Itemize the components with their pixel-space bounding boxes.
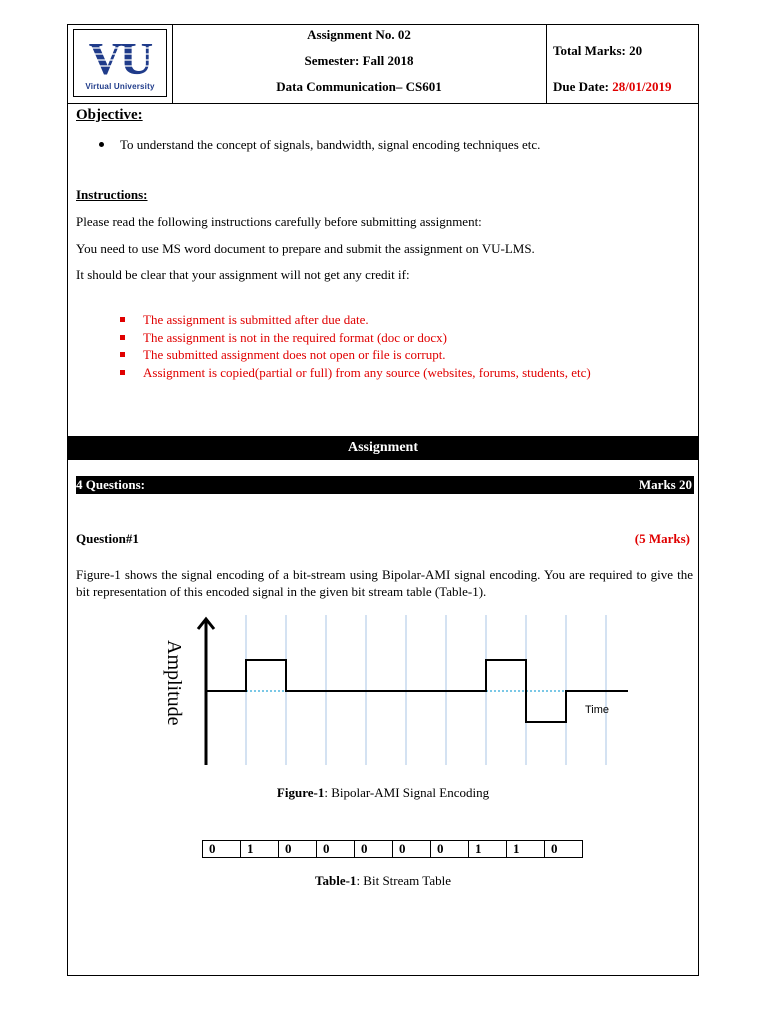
assignment-page <box>67 24 699 976</box>
semester: Semester: Fall 2018 <box>304 53 414 68</box>
bit-stream-table <box>202 840 583 858</box>
instruction-line: You need to use MS word document to prepare and submit the assignment on VU-LMS. <box>76 241 535 256</box>
logo-letters: VU <box>88 33 152 80</box>
square-bullet-icon <box>120 317 125 322</box>
table-caption <box>68 873 698 889</box>
condition-item: Assignment is copied(partial or full) from any source (websites, forums, students, etc) <box>143 365 591 383</box>
question-text: Figure-1 shows the signal encoding of a bit-stream using Bipolar-AMI signal encoding. You are required to give the bit representation of this encoded signal in the given bit stream table (Table-1). <box>76 567 693 599</box>
bit-cell: 0 <box>393 841 431 858</box>
figure-caption-label: Figure-1 <box>276 785 325 800</box>
due-date-label: Due Date: <box>553 79 613 94</box>
questions-count: 4 Questions: <box>76 477 145 492</box>
objective-item: To understand the concept of signals, bandwidth, signal encoding techniques etc. <box>120 137 540 153</box>
due-date-value: 28/01/2019 <box>612 79 672 94</box>
vu-logo-mark <box>74 30 166 80</box>
logo-subtitle: Virtual University <box>85 82 155 91</box>
total-marks-label: Marks 20 <box>638 477 692 492</box>
bit-cell: 0 <box>545 841 583 858</box>
bit-cell: 0 <box>355 841 393 858</box>
encoded-signal <box>206 660 628 722</box>
course-info-cell <box>172 25 547 103</box>
assignment-bar: Assignment <box>68 436 698 460</box>
course-name: Data Communication– CS601 <box>276 79 442 94</box>
due-date <box>553 79 671 95</box>
time-axis-label: Time <box>585 704 610 716</box>
bit-cell: 1 <box>507 841 545 858</box>
total-marks: Total Marks: 20 <box>553 43 643 58</box>
question-title: Question#1 <box>76 531 139 546</box>
assignment-number: Assignment No. 02 <box>307 27 411 42</box>
square-bullet-icon <box>120 370 125 375</box>
square-bullet-icon <box>120 335 125 340</box>
no-credit-conditions <box>143 312 591 382</box>
figure-caption <box>68 785 698 801</box>
condition-item: The assignment is submitted after due date. <box>143 312 591 330</box>
bit-cell: 1 <box>241 841 279 858</box>
figure-caption-text: : Bipolar-AMI Signal Encoding <box>324 785 490 800</box>
bit-cell: 0 <box>317 841 355 858</box>
table-caption-text: : Bit Stream Table <box>356 873 451 888</box>
header-table <box>68 25 698 104</box>
condition-item: The submitted assignment does not open or file is corrupt. <box>143 347 591 365</box>
marks-cell <box>546 25 698 103</box>
bit-cell: 0 <box>431 841 469 858</box>
condition-item: The assignment is not in the required format (doc or docx) <box>143 330 591 348</box>
bit-cell: 0 <box>203 841 241 858</box>
square-bullet-icon <box>120 352 125 357</box>
logo-cell <box>68 25 173 103</box>
vu-logo <box>73 29 167 97</box>
instructions-heading: Instructions: <box>76 187 148 202</box>
bit-cell: 0 <box>279 841 317 858</box>
amplitude-axis-label: Amplitude <box>163 640 185 726</box>
bullet-icon <box>99 142 104 147</box>
questions-bar <box>76 476 694 494</box>
table-row <box>203 841 583 858</box>
objective-list <box>120 137 540 153</box>
instruction-line: It should be clear that your assignment will not get any credit if: <box>76 267 410 282</box>
question-marks: (5 Marks) <box>634 531 690 546</box>
bit-cell: 1 <box>469 841 507 858</box>
bipolar-ami-figure <box>158 615 628 775</box>
instruction-line: Please read the following instructions carefully before submitting assignment: <box>76 214 482 229</box>
objective-heading: Objective: <box>76 107 143 123</box>
table-caption-label: Table-1 <box>315 873 357 888</box>
